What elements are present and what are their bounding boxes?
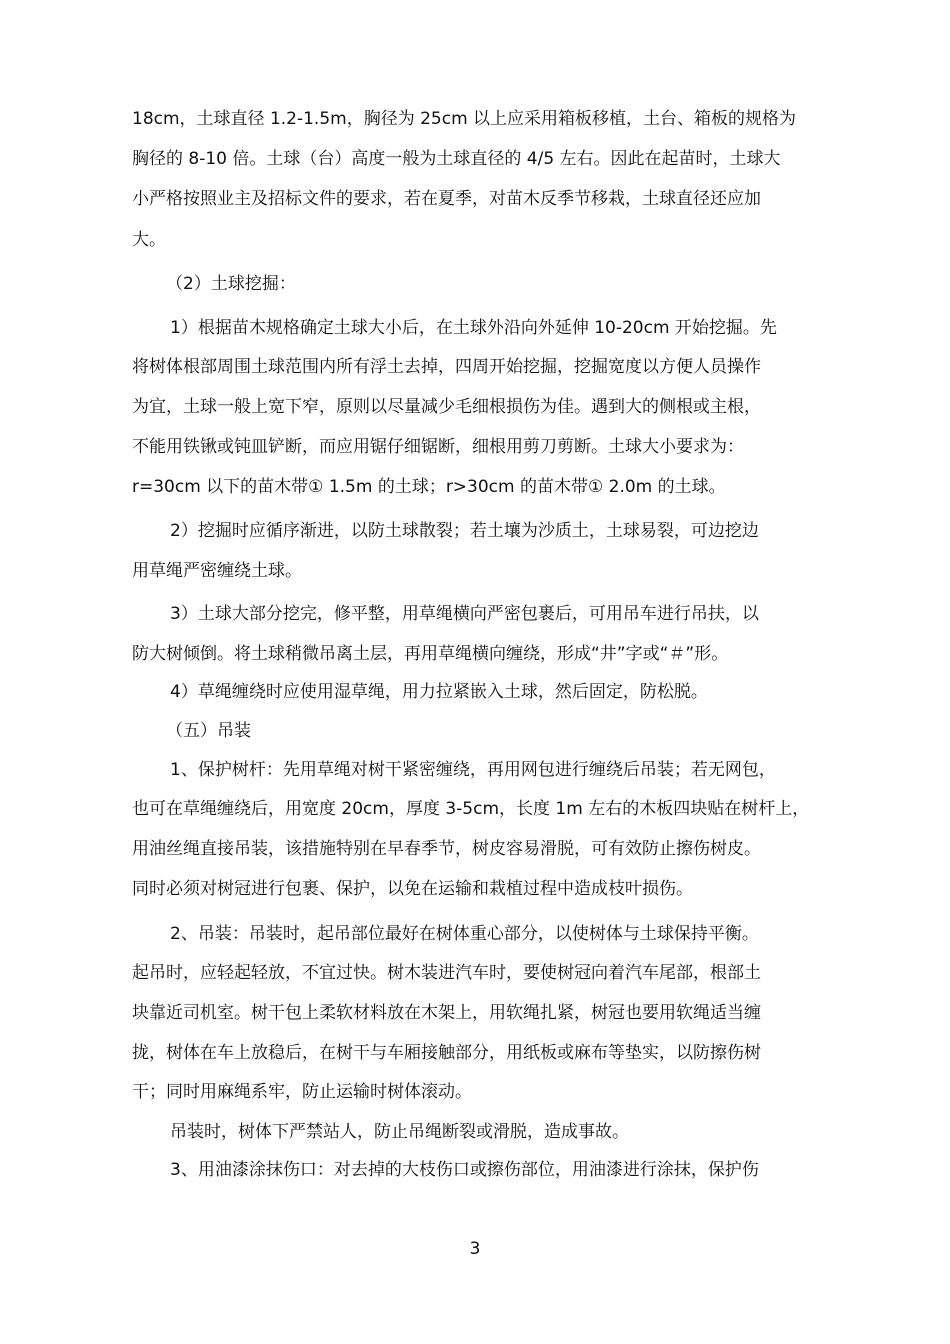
text-line: 1）根据苗木规格确定土球大小后，在土球外沿向外延伸 10-20cm 开始挖掘。先 (170, 318, 777, 338)
text-line: 胸径的 8-10 倍。土球（台）高度一般为土球直径的 4/5 左右。因此在起苗时，土球大 (132, 149, 781, 169)
text-line: 18cm，土球直径 1.2-1.5m，胸径为 25cm 以上应采用箱板移植，土台、箱板的规格为 (132, 109, 797, 129)
text-line: 用油丝绳直接吊装，该措施特别在早春季节，树皮容易滑脱，可有效防止擦伤树皮。 (132, 839, 761, 859)
text-line: 2、吊装：吊装时，起吊部位最好在树体重心部分，以使树体与土球保持平衡。 (170, 924, 759, 944)
text-line: 块靠近司机室。树干包上柔软材料放在木架上，用软绳扎紧，树冠也要用软绳适当缠 (132, 1003, 761, 1023)
text-line: 同时必须对树冠进行包裹、保护，以免在运输和栽植过程中造成枝叶损伤。 (132, 879, 693, 899)
text-line: 防大树倾倒。将土球稍微吊离土层，再用草绳横向缠绕，形成“井”字或“＃”形。 (132, 644, 729, 664)
text-line: 3、用油漆涂抹伤口：对去掉的大枝伤口或擦伤部位，用油漆进行涂抹，保护伤 (170, 1160, 759, 1180)
text-line: 1、保护树杆：先用草绳对树干紧密缠绕，再用网包进行缠绕后吊装；若无网包， (170, 760, 776, 780)
text-line: 拢，树体在车上放稳后，在树干与车厢接触部分，用纸板或麻布等垫实，以防擦伤树 (132, 1043, 761, 1063)
text-line: 4）草绳缠绕时应使用湿草绳，用力拉紧嵌入土球，然后固定，防松脱。 (170, 682, 708, 702)
text-line: 吊装时，树体下严禁站人，防止吊绳断裂或滑脱，造成事故。 (170, 1122, 629, 1142)
text-line: 3）土球大部分挖完，修平整，用草绳横向严密包裹后，可用吊车进行吊扶，以 (170, 604, 759, 624)
text-line: 用草绳严密缠绕土球。 (132, 561, 302, 581)
text-line: r=30cm 以下的苗木带① 1.5m 的土球；r>30cm 的苗木带① 2.0m 的土球。 (132, 477, 726, 497)
text-line: 起吊时，应轻起轻放，不宜过快。树木装进汽车时，要使树冠向着汽车尾部，根部土 (132, 963, 761, 983)
text-line: 不能用铁锹或钝皿铲断，而应用锯仔细锯断，细根用剪刀剪断。土球大小要求为： (132, 437, 744, 457)
text-line: 大。 (132, 230, 166, 250)
page-number: 3 (469, 1239, 481, 1259)
text-line: 为宜，土球一般上宽下窄，原则以尽量减少毛细根损伤为佳。遇到大的侧根或主根， (132, 397, 761, 417)
text-line: 将树体根部周围土球范围内所有浮土去掉，四周开始挖掘，挖掘宽度以方便人员操作 (132, 357, 761, 377)
text-line: 小严格按照业主及招标文件的要求，若在夏季，对苗木反季节移栽，土球直径还应加 (132, 189, 761, 209)
text-line: 2）挖掘时应循序渐进，以防土球散裂；若土壤为沙质土，土球易裂，可边挖边 (170, 521, 759, 541)
section-heading: （五）吊装 (166, 721, 251, 741)
text-line: 也可在草绳缠绕后，用宽度 20cm，厚度 3-5cm，长度 1m 左右的木板四块贴在树杆上， (132, 799, 810, 819)
section-heading: （2）土球挖掘： (166, 274, 296, 294)
text-line: 干；同时用麻绳系牢，防止运输时树体滚动。 (132, 1082, 472, 1102)
